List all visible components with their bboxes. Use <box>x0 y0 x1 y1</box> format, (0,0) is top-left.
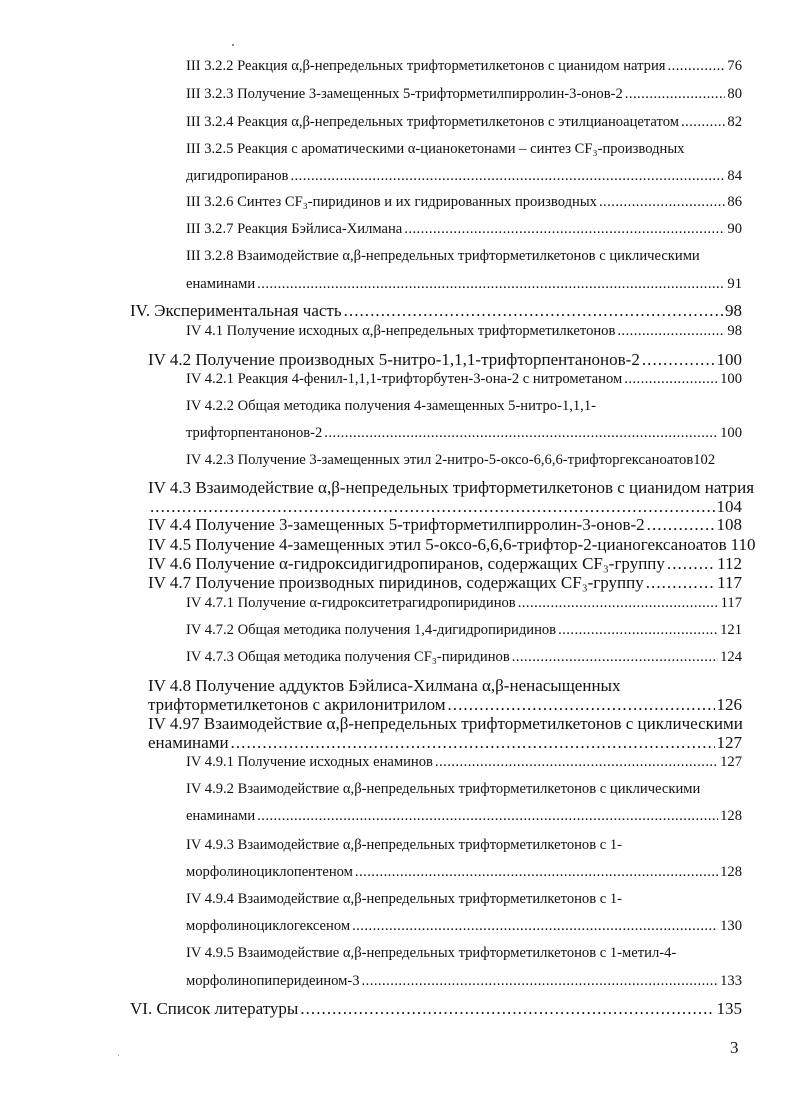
dot-leader <box>448 696 715 715</box>
toc-page-number: 100 <box>716 350 742 369</box>
dot-leader <box>668 58 726 74</box>
toc-entry-title: морфолинопиперидеином-3 <box>186 973 360 989</box>
toc-entry-title: IV. Экспериментальная часть <box>130 301 342 320</box>
dot-leader <box>344 302 723 321</box>
toc-entry-title: енаминами <box>148 733 229 752</box>
toc-page-number: 86 <box>727 194 742 210</box>
toc-page-number: 112 <box>717 554 742 573</box>
toc-page-number: 128 <box>720 808 742 824</box>
toc-page-number: 124 <box>720 649 742 665</box>
toc-entry-title: IV 4.9.1 Получение исходных енаминов <box>186 754 433 770</box>
toc-entry-3-2-5-line1[interactable]: III 3.2.5 Реакция с ароматическими α-цианокетонами – синтез CF₃-производных <box>186 141 685 157</box>
toc-page-number: 76 <box>727 58 742 74</box>
dot-leader <box>150 498 715 517</box>
dot-leader <box>518 595 719 611</box>
toc-page-number: 98 <box>727 323 742 339</box>
dot-leader <box>667 555 715 574</box>
toc-page-number: 135 <box>716 999 742 1018</box>
scan-speck <box>232 44 234 46</box>
toc-entry-4-3[interactable] <box>148 498 742 517</box>
dot-leader <box>324 425 718 441</box>
dot-leader <box>404 221 725 237</box>
dot-leader <box>257 808 718 824</box>
toc-entry-title: IV 4.5 Получение 4-замещенных этил 5-оксо-6,6,6-трифтор-2-цианогексаноатов <box>148 535 727 554</box>
toc-page-number: 80 <box>727 86 742 102</box>
toc-entry-4-7-2[interactable] <box>186 622 742 638</box>
toc-entry-title: IV 4.7.3 Общая методика получения CF₃-пиридинов <box>186 649 510 665</box>
toc-entry-title: III 3.2.2 Реакция α,β-непредельных трифторметилкетонов с цианидом натрия <box>186 58 666 74</box>
toc-page-number: 102 <box>693 452 716 468</box>
toc-page-number: 117 <box>720 595 742 611</box>
dot-leader <box>624 371 718 387</box>
dot-leader <box>300 1000 714 1019</box>
dot-leader <box>617 323 725 339</box>
toc-page-number: 127 <box>720 754 742 770</box>
dot-leader <box>512 649 718 665</box>
scan-speck <box>118 1055 119 1056</box>
dot-leader <box>231 734 715 753</box>
toc-entry-title: морфолиноциклопентеном <box>186 864 353 880</box>
dot-leader <box>646 574 715 593</box>
toc-page-number: 133 <box>720 973 742 989</box>
toc-entry-4-9-line1[interactable]: IV 4.97 Взаимодействие α,β-непредельных трифторметилкетонов с циклическими <box>148 714 743 733</box>
toc-entry-title: IV 4.6 Получение α-гидроксидигидропиранов, содержащих CF₃-группу <box>148 554 665 573</box>
toc-page-number: 104 <box>716 497 742 516</box>
toc-entry-title: IV 4.7 Получение производных пиридинов, содержащих CF₃-группу <box>148 573 644 592</box>
toc-page-number: 126 <box>716 695 742 714</box>
dot-leader <box>352 918 718 934</box>
toc-entry-3-2-8-line1[interactable]: III 3.2.8 Взаимодействие α,β-непредельных трифторметилкетонов с циклическими <box>186 248 700 264</box>
toc-entry-4-7-3[interactable] <box>186 649 742 665</box>
dot-leader <box>558 622 718 638</box>
toc-page-number: 128 <box>720 864 742 880</box>
toc-entry-4-9-4-line1[interactable]: IV 4.9.4 Взаимодействие α,β-непредельных трифторметилкетонов с 1- <box>186 891 623 907</box>
toc-entry-4-3-line1[interactable]: IV 4.3 Взаимодействие α,β-непредельных трифторметилкетонов с цианидом натрия <box>148 478 755 497</box>
toc-page-number: 84 <box>727 168 742 184</box>
toc-entry-3-2-4[interactable] <box>186 114 742 130</box>
toc-entry-title: IV 4.7.2 Общая методика получения 1,4-дигидропиридинов <box>186 622 557 638</box>
toc-page-number: 82 <box>727 114 742 130</box>
toc-entry-4-7[interactable] <box>148 574 742 593</box>
toc-entry-title: дигидропиранов <box>186 168 289 184</box>
dot-leader <box>647 516 715 535</box>
toc-entry-4-9-3-line1[interactable]: IV 4.9.3 Взаимодействие α,β-непредельных трифторметилкетонов с 1- <box>186 837 623 853</box>
dot-leader <box>625 86 726 102</box>
toc-entry-title: III 3.2.4 Реакция α,β-непредельных трифторметилкетонов с этилцианоацетатом <box>186 114 679 130</box>
toc-entry-title: трифторметилкетонов с акрилонитрилом <box>148 695 446 714</box>
dot-leader <box>681 114 725 130</box>
toc-entry-4-8[interactable] <box>148 696 742 715</box>
toc-entry-title: IV 4.4 Получение 3-замещенных 5-трифторметилпирролин-3-онов-2 <box>148 515 645 534</box>
toc-entry-4-9[interactable] <box>148 734 742 753</box>
toc-page-number: 130 <box>720 918 742 934</box>
toc-page-number: 108 <box>716 515 742 534</box>
dot-leader <box>642 351 715 370</box>
page-number: 3 <box>730 1038 739 1057</box>
toc-entry-title: IV 4.7.1 Получение α-гидрокситетрагидропиридинов <box>186 595 516 611</box>
toc-entry-6[interactable] <box>130 1000 742 1019</box>
toc-entry-3-2-6[interactable] <box>186 194 742 210</box>
toc-entry-4[interactable] <box>130 302 742 321</box>
toc-entry-4-2-1[interactable] <box>186 371 742 387</box>
toc-page-number: 121 <box>720 622 742 638</box>
toc-entry-4-7-1[interactable] <box>186 595 742 611</box>
toc-entry-4-2-2-line1[interactable]: IV 4.2.2 Общая методика получения 4-замещенных 5-нитро-1,1,1- <box>186 398 596 414</box>
toc-entry-4-9-2-line1[interactable]: IV 4.9.2 Взаимодействие α,β-непредельных трифторметилкетонов с циклическими <box>186 781 701 797</box>
toc-page-number: 117 <box>717 573 742 592</box>
toc-entry-3-2-3[interactable] <box>186 86 742 102</box>
toc-entry-title: III 3.2.7 Реакция Бэйлиса-Хилмана <box>186 221 403 237</box>
toc-entry-title: III 3.2.6 Синтез CF₃-пиридинов и их гидрированных производных <box>186 194 597 210</box>
toc-page-number: 91 <box>727 276 742 292</box>
toc-entry-title: енаминами <box>186 808 256 824</box>
toc-entry-3-2-8[interactable] <box>186 276 742 292</box>
dot-leader <box>362 973 719 989</box>
dot-leader <box>435 754 718 770</box>
toc-entry-title: III 3.2.3 Получение 3-замещенных 5-трифторметилпирролин-3-онов-2 <box>186 86 623 102</box>
dot-leader <box>355 864 718 880</box>
toc-entry-4-2-3[interactable] <box>186 452 715 468</box>
toc-entry-title: енаминами <box>186 276 256 292</box>
toc-entry-4-2[interactable] <box>148 351 742 370</box>
toc-page-number: 90 <box>727 221 742 237</box>
toc-entry-4-9-4[interactable] <box>186 918 742 934</box>
toc-entry-4-4[interactable] <box>148 516 742 535</box>
toc-entry-3-2-5[interactable] <box>186 168 742 184</box>
toc-entry-title: IV 4.2.1 Реакция 4-фенил-1,1,1-трифторбутен-3-она-2 с нитрометаном <box>186 371 623 387</box>
toc-entry-4-9-5-line1[interactable]: IV 4.9.5 Взаимодействие α,β-непредельных трифторметилкетонов с 1-метил-4- <box>186 945 677 961</box>
toc-entry-title: VI. Список литературы <box>130 999 299 1018</box>
toc-entry-title: IV 4.1 Получение исходных α,β-непредельных трифторметилкетонов <box>186 323 616 339</box>
toc-entry-3-2-2[interactable] <box>186 58 742 74</box>
toc-entry-title: IV 4.2 Получение производных 5-нитро-1,1,1-трифторпентанонов-2 <box>148 350 640 369</box>
toc-page-number: 100 <box>720 425 742 441</box>
toc-entry-4-6[interactable] <box>148 555 742 574</box>
toc-entry-4-9-2[interactable] <box>186 808 742 824</box>
toc-page-number: 98 <box>725 301 742 320</box>
toc-page-number: 110 <box>730 535 756 554</box>
toc-entry-4-8-line1[interactable]: IV 4.8 Получение аддуктов Бэйлиса-Хилмана α,β-ненасыщенных <box>148 676 621 695</box>
toc-entry-3-2-7[interactable] <box>186 221 742 237</box>
toc-page-number: 127 <box>716 733 742 752</box>
toc-entry-title: IV 4.2.3 Получение 3-замещенных этил 2-нитро-5-оксо-6,6,6-трифторгексаноатов <box>186 452 694 468</box>
toc-entry-4-5[interactable] <box>148 535 756 555</box>
toc-entry-title: морфолиноциклогексеном <box>186 918 351 934</box>
toc-entry-4-1[interactable] <box>186 323 742 339</box>
toc-entry-4-9-5[interactable] <box>186 973 742 989</box>
toc-entry-4-9-1[interactable] <box>186 754 742 770</box>
dot-leader <box>599 194 725 210</box>
toc-entry-4-9-3[interactable] <box>186 864 742 880</box>
toc-entry-4-2-2[interactable] <box>186 425 742 441</box>
toc-entry-title: трифторпентанонов-2 <box>186 425 323 441</box>
dot-leader <box>290 168 725 184</box>
toc-page-number: 100 <box>720 371 742 387</box>
dot-leader <box>257 276 725 292</box>
